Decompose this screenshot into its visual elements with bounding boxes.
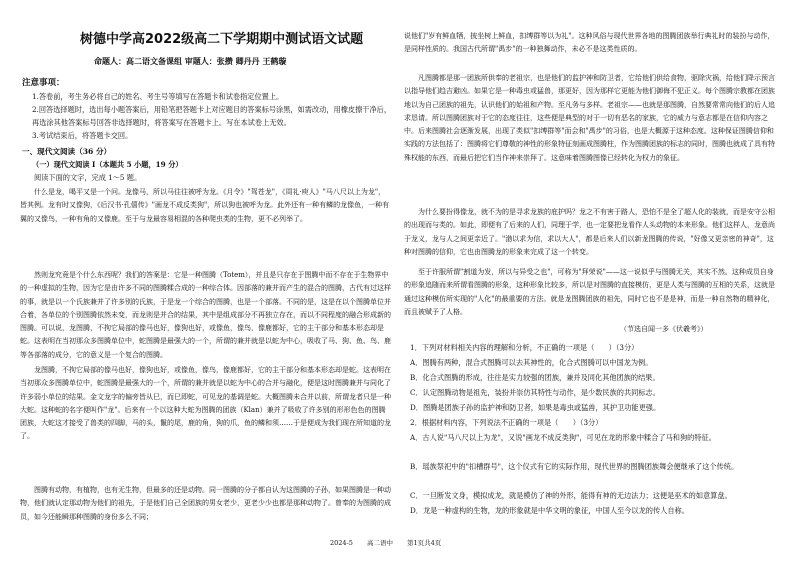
question-1-option-b: B．化合式图腾的形成，往往是实力较强的团族，兼并及同化其他团族的结果。 bbox=[410, 373, 660, 382]
passage-paragraph-1: 什么是龙，喝平又是一个问。龙像马，所以马往往被呼为龙。《月令》"驾苍龙"，《周礼·庾人》"马八尺以上为龙"，皆其例。龙有时又像狗，《后汉书·孔僖传》"画龙不成反类狗"，所以狗也被呼为龙。此外还有一种有鳞的龙像鱼，一种有翼的又像鸟，一种有角的又像鹿。至于与龙最容易相混的各种爬虫类的生物，更不必列举了。 bbox=[20, 188, 390, 223]
question-2-option-a: A．古人说"马八尺以上为龙"，又说"画龙不成反类狗"，可见在龙的形象中糅合了马和狗的特征。 bbox=[410, 433, 716, 442]
reading-instruction: 阅读下面的文字，完成 1～5 题。 bbox=[34, 173, 142, 182]
passage-paragraph-8: 至于许服所谓"割道为发，所以与异受之也"，可称为"拜荣说"——这一说似乎与图腾无关，其实不然。这种成员自身的形象追随而来所谓看图腾的形象，这种形象比较多，所以是对图腾的直接模仿，更是人类与图腾的互相的关系，这就是通过这种模仿所实现的"人化"的最重要的方法。就是龙图腾团族的祖先，同时它也不是是神，而是一种自然物的精神化，而且被赋予了人格。 bbox=[404, 268, 775, 316]
passage-source: （节选自闻一多《伏羲考》） bbox=[620, 325, 708, 333]
footer-page: 第1页共4页 bbox=[407, 539, 442, 547]
footer-grade: 高二语中 bbox=[366, 539, 393, 547]
question-2-option-d: D．龙是一种虚构的生物，龙的形象就是中华文明的象征，中国人至今以龙的传人自称。 bbox=[410, 506, 689, 515]
subsection-heading: （一）现代文阅读 Ⅰ（本题共 5 小题，19 分） bbox=[32, 160, 183, 169]
notice-item-1: 1.答卷前，考生务必将自己的姓名、考生号等填写在答题卡和试卷指定位置上。 bbox=[32, 92, 284, 101]
question-1-option-c: C．认定图腾动物是祖先，装扮并崇仿其特性与动作，是少数民族的共同标志。 bbox=[410, 388, 660, 397]
question-1-option-a: A．图腾有两种，混合式图腾可以去其神性的，化合式图腾可以中国龙为例。 bbox=[410, 358, 653, 367]
passage-paragraph-6: 凡图腾都是那一团族所供奉的老祖宗，也是他们的监护神和防卫者，它给他们供给食物，驱除灾祸，给他们降示预言以指导他们趋吉避凶。如果它是一种毒虫或猛兽，那更好，因为那样它更能为他们御侮不犯正义。每个图腾宗教都在团族地以为自己团族的祖先，认识他们的始祖和产物。至凡务与多样。老祖宗——也就是那图腾，自然要常常向他们的后人追求恳请。所以图腾团族对于它的态度往往，这些便是典型的对于一切有恶名的家族，它的威力与意志都是在信仰内容之中。后来图腾社会逐渐发展，出现了类似"扣缚群等"而会和"禹步"的习俗，也是大概源于这种态度。这种保证图腾信仰和实践的方法包括了：图腾将它们尊敬的神性的形象特征刻画成图腾柱，作为图腾团族的标志的同时，图腾也就成了具有特殊权能的东西，而最后把它们当作神来崇拜了。这意味着图腾图像已经转化为权力的象征。 bbox=[404, 74, 775, 162]
question-2-option-b: B．瑶族祭祀中的"扣槽群号"，这个仪式有它的实际作用，现代世界的图腾团族舞会便继承了这个传统。 bbox=[410, 462, 739, 471]
notice-item-3: 3.考试结束后，将答题卡交回。 bbox=[32, 131, 133, 140]
question-1-option-d: D．图腾是团族子孙的监护神和防卫者，如果是毒虫或猛兽，其护卫功能更强。 bbox=[410, 403, 661, 412]
notice-list bbox=[32, 90, 392, 142]
exam-authors: 命题人：高二语文备课组 审题人：张攒 卿丹丹 王鹤璇 bbox=[94, 56, 287, 66]
passage-paragraph-2: 然则龙究竟是个什么东西呢？我们的答案是：它是一种图腾（Totem），并且是只存在于图腾中而不存在于生物界中的一种虚拟的生物，因为它是由许多不同的图腾糅合成的一种综合体。因部落的兼并而产生的混合的图腾，古代有过这样的事，就是以一个氏族兼并了许多别的氏族，于是龙一个综合的图腾，也是一个部落。不同的是，这是在以个图腾单位并合着，各单位的个别图腾依然未变，而龙则是并合的结果，其中是组成部分不再独立存在，而以不同程度的融合形成新的图腾。可以说，龙图腾，不拘它局部的像马也好，像狗也好，或像鱼，像鸟，像鹿都好，它的主干部分和基本形态却是蛇。这表明在当初那众多图腾单位中，蛇图腾是最强大的一个，所谓的兼并就是以蛇为中心，吸收了马、狗、鱼、鸟、鹿等各部落的成分，它的意义是一个复合的图腾。 bbox=[20, 271, 391, 359]
passage-paragraph-7: 为什么要扮得像龙，就不为的是寻求龙族的庇护吗？龙之不有害于路人，恐怕不是全了超人化的装就，而是安守公相的出现而与类的。如此，即便有了后来的人们，同理于学，也一定要把龙看作人头动物的本来形象。他们这样人，龙意尚于龙义，龙与人之间更亲近了。"渤以求为信，求以大人"，都是后来人们以新龙图腾的传说，"好像又更亲密的神奇"，这种对图腾的信仰，它也由图腾龙的形象来完成了这一个转变。 bbox=[404, 208, 775, 256]
question-2-option-c: C．一旦断发文身，模拟成龙，就是模仿了神的外形，能得有神的无边法力；这便是巫术的如意算盘。 bbox=[410, 491, 732, 500]
notice-heading: 注意事项： bbox=[22, 78, 65, 88]
passage-paragraph-5: 说他们"岁有鲜血牺，披坐树上鲜血，扣缚群等以为礼"。这种风俗与现代世界各地的图腾团族举行典礼时的装扮与动作，是同样性质的。我国古代所谓"禹步"的一种独舞动作，未必不是这类性质的。 bbox=[404, 32, 775, 54]
footer-date: 2024-5 bbox=[330, 539, 353, 547]
passage-paragraph-4: 图腾有动物，有植物，也有无生物，但最多的还是动物。同一图腾的分子都自认为这图腾的子孙，如果图腾是一种动物，他们就认定那动物为他们的祖先，于是他们自己全团族的男女老少，更老少少也都是那种动物了。曾奉的为图腾的成员，如今还能瞬那种图腾的身份多么不同； bbox=[20, 486, 391, 521]
question-2-stem: 2．根据材料内容，下列说法不正确的一项是（ ）（3分） bbox=[410, 418, 603, 427]
question-1-stem: 1．下列对材料相关内容的理解和分析，不正确的一项是（ ）（3分） bbox=[410, 343, 639, 352]
section-heading: 一、现代文阅读（36 分） bbox=[22, 147, 112, 156]
notice-item-2: 2.回答选择题时，选出每小题答案后，用铅笔把答题卡上对应题目的答案标号涂黑，如需改动，用橡皮擦干净后，再选涂其他答案标号回答非选择题时，将答案写在答题卡上。写在本试卷上无效。 bbox=[32, 105, 392, 127]
passage-paragraph-3: 龙图腾，不拘它局部的像马也好，像狗也好，或像鱼，像鸟，像鹿都好，它的主干部分和基本形态却是蛇。这表明在当初那众多图腾单位中，蛇图腾是最强大的一个，所谓的兼并就是以蛇为中心的合并与融化，便是这时图腾兼并与同化了许多弱小单位的结果。金文龙字的偏旁皆从巳，而巳即蛇，可见龙的基调是蛇。大概图腾未合并以前，所谓龙者只是一种大蛇。这种蛇的名字便叫作"龙"。后来有一个以这种大蛇为图腾的团族（Klan）兼并了吸收了许多别的形形色色的图腾团族，大蛇这才接受了兽类的四脚，马的头，鬣的尾，鹿的角，狗的爪，鱼的鳞和须……于是便成为我们现在所知道的龙了。 bbox=[20, 366, 391, 441]
page-footer bbox=[330, 538, 453, 547]
exam-title: 树德中学高2022级高二下学期期中测试语文试题 bbox=[80, 32, 364, 47]
